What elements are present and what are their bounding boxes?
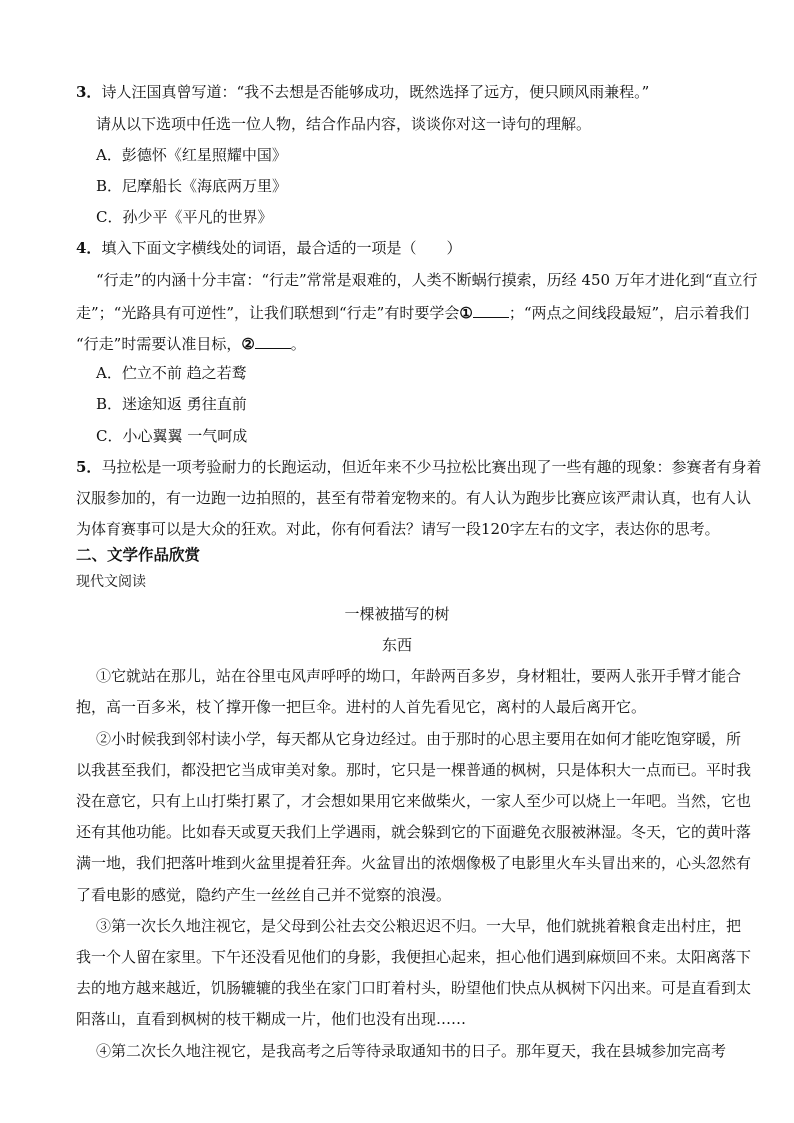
- paragraph-2-line-5: 满一地，我们把落叶堆到火盆里提着狂奔。火盆冒出的浓烟像极了电影里火车头冒出来的，心头忽然有: [76, 854, 752, 872]
- q4-option-b: B．迷途知返 勇往直前: [96, 395, 247, 413]
- paragraph-3-line-3: 去的地方越来越近，饥肠辘辘的我坐在家门口盯着村头，盼望他们快点从枫树下闪出来。可是直看到太: [76, 979, 752, 997]
- paragraph-2-line-3: 没在意它，只有上山打柴打累了，才会想如果用它来做柴火，一家人至少可以烧上一年吧。当然，它也: [76, 792, 752, 810]
- q4-option-c: C．小心翼翼 一气呵成: [96, 427, 248, 445]
- paragraph-3-line-4: 阳落山，直看到枫树的枝干糊成一片，他们也没有出现……: [76, 1010, 467, 1028]
- paragraph-3-line-2: 我一个人留在家里。下午还没看见他们的身影，我便担心起来，担心他们遇到麻烦回不来。太阳离落下: [76, 948, 752, 966]
- q3-option-a: A．彭德怀《红星照耀中国》: [96, 146, 287, 164]
- q4-passage-line-2: 走”；“光路具有可逆性”，让我们联想到“行走”有时要学会① ；“两点之间线段最短”，启示着我们: [76, 301, 766, 323]
- paragraph-2-line-1: ②小时候我到邻村读小学，每天都从它身边经过。由于那时的心思主要用在如何才能吃饱穿暖，所: [96, 730, 742, 748]
- paragraph-2-line-6: 了看电影的感觉，隐约产生一丝丝自己并不觉察的浪漫。: [76, 886, 452, 904]
- q5-line-2: 汉服参加的，有一边跑一边拍照的，甚至有带着宠物来的。有人认为跑步比赛应该严肃认真，也有人认: [76, 489, 752, 507]
- paragraph-1-line-2: 抱，高一百多米，枝丫撑开像一把巨伞。进村的人首先看见它，离村的人最后离开它。: [76, 698, 647, 716]
- paragraph-1-line-1: ①它就站在那儿，站在谷里屯风声呼呼的坳口，年龄两百多岁，身材粗壮，要两人张开手臂才能合: [96, 667, 742, 685]
- q4-stem: 4．填入下面文字横线处的词语，最合适的一项是（ ）: [76, 239, 462, 257]
- q3-stem: 3．诗人汪国真曾写道：“我不去想是否能够成功，既然选择了远方，便只顾风雨兼程。”: [76, 83, 650, 101]
- q4-option-a: A．伫立不前 趋之若鹜: [96, 364, 247, 382]
- paragraph-2-line-4: 还有其他功能。比如春天或夏天我们上学遇雨，就会躲到它的下面避免衣服被淋湿。冬天，它的黄叶落: [76, 823, 752, 841]
- blank-marker-2: ②: [241, 335, 255, 353]
- paragraph-2-line-2: 以我甚至我们，都没把它当成审美对象。那时，它只是一棵普通的枫树，只是体积大一点而已。平时我: [76, 761, 752, 779]
- article-author: 东西: [381, 636, 412, 654]
- q3-option-b: B．尼摩船长《海底两万里》: [96, 177, 288, 195]
- q4-passage-line-1: “行走”的内涵十分丰富：“行走”常常是艰难的，人类不断蜗行摸索，历经 450 万年才进化到“直立行: [96, 271, 758, 289]
- paragraph-3-line-1: ③第一次长久地注视它，是父母到公社去交公粮迟迟不归。一大早，他们就挑着粮食走出村庄，把: [96, 917, 742, 935]
- section-subheading: 现代文阅读: [76, 574, 146, 590]
- q5-line-1: 5．马拉松是一项考验耐力的长跑运动，但近年来不少马拉松比赛出现了一些有趣的现象：参赛者有身着: [76, 458, 762, 476]
- blank-marker-1: ①: [459, 304, 473, 322]
- paragraph-4-line-1: ④第二次长久地注视它，是我高考之后等待录取通知书的日子。那年夏天，我在县城参加完高考: [96, 1042, 727, 1060]
- q3-prompt: 请从以下选项中任选一位人物，结合作品内容，谈谈你对这一诗句的理解。: [96, 115, 592, 133]
- q4-passage-line-3: “行走”时需要认准目标，② 。: [76, 332, 766, 354]
- article-title: 一棵被描写的树: [344, 605, 450, 623]
- q3-option-c: C．孙少平《平凡的世界》: [96, 208, 273, 226]
- q5-line-3: 为体育赛事可以是大众的狂欢。对此，你有何看法？请写一段120字左右的文字，表达你的思考。: [76, 520, 720, 538]
- blank-1: [473, 301, 509, 318]
- blank-2: [255, 332, 291, 349]
- section-heading: 二、文学作品欣赏: [76, 546, 201, 564]
